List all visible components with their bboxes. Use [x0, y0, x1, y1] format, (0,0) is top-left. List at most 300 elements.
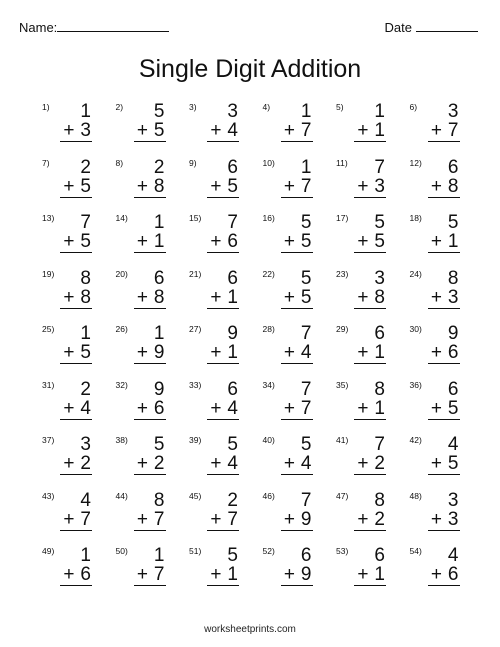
- second-addend-row: [60, 232, 92, 253]
- plus-sign: +: [283, 508, 295, 530]
- problem-number: 12): [409, 157, 422, 168]
- second-addend: 9: [300, 508, 312, 530]
- addition-problem: [281, 435, 313, 475]
- problem-number: 6): [409, 102, 418, 112]
- problem-number: 47): [336, 490, 349, 501]
- addition-problem: [134, 269, 166, 309]
- addition-problem: [428, 546, 460, 586]
- second-addend: 4: [300, 342, 312, 363]
- problem-item: [32, 322, 102, 372]
- problem-number: 2): [115, 102, 124, 112]
- addition-problem: [354, 435, 386, 475]
- plus-sign: +: [63, 120, 75, 141]
- first-addend: 3: [227, 101, 238, 122]
- problem-number: 35): [336, 379, 349, 390]
- addition-problem: [60, 491, 92, 531]
- problem-item: [326, 544, 396, 594]
- second-addend-row: [60, 399, 92, 420]
- problem-item: [400, 322, 470, 372]
- second-addend: 1: [374, 120, 385, 141]
- plus-sign: +: [210, 175, 222, 197]
- plus-sign: +: [283, 175, 295, 197]
- first-addend: 1: [80, 545, 91, 566]
- problem-number: 17): [336, 213, 349, 223]
- plus-sign: +: [357, 175, 369, 197]
- addition-problem: [207, 380, 239, 420]
- plus-sign: +: [136, 453, 148, 474]
- plus-sign: +: [210, 231, 222, 252]
- problem-item: [400, 156, 470, 206]
- problem-number: 51): [189, 546, 202, 556]
- second-addend: 5: [227, 175, 238, 197]
- problem-item: [400, 267, 470, 317]
- problem-item: [253, 156, 323, 206]
- problem-number: 13): [42, 213, 55, 223]
- second-addend: 3: [80, 120, 91, 141]
- plus-sign: +: [357, 453, 369, 474]
- problem-item: [179, 100, 249, 150]
- second-addend-row: [207, 565, 239, 586]
- plus-sign: +: [210, 564, 222, 585]
- first-addend: 1: [153, 545, 165, 566]
- second-addend: 3: [447, 286, 459, 308]
- second-addend: 5: [300, 286, 312, 308]
- second-addend: 5: [300, 231, 312, 252]
- first-addend: 1: [300, 101, 312, 122]
- first-addend: 6: [227, 267, 238, 289]
- addition-problem: [281, 380, 313, 420]
- first-addend: 1: [80, 101, 91, 122]
- first-addend: 5: [227, 434, 238, 455]
- addition-problem: [354, 269, 386, 309]
- addition-problem: [134, 380, 166, 420]
- problem-number: 25): [42, 324, 55, 334]
- second-addend-row: [60, 121, 92, 142]
- second-addend: 5: [80, 175, 91, 197]
- first-addend: 6: [227, 378, 238, 400]
- problem-item: [253, 322, 323, 372]
- addition-problem: [281, 324, 313, 364]
- problem-item: [400, 378, 470, 428]
- second-addend-row: [428, 177, 460, 198]
- second-addend-row: [134, 288, 166, 309]
- first-addend: 3: [80, 434, 91, 455]
- second-addend-row: [134, 343, 166, 364]
- second-addend-row: [428, 121, 460, 142]
- problem-number: 14): [115, 213, 128, 223]
- second-addend: 5: [447, 397, 459, 419]
- addition-problem: [428, 213, 460, 253]
- plus-sign: +: [136, 286, 148, 308]
- second-addend-row: [281, 121, 313, 142]
- problem-number: 36): [409, 379, 422, 390]
- plus-sign: +: [136, 342, 148, 363]
- second-addend: 7: [300, 175, 312, 197]
- plus-sign: +: [430, 175, 442, 197]
- second-addend: 1: [153, 231, 165, 252]
- second-addend-row: [354, 565, 386, 586]
- addition-problem: [207, 158, 239, 198]
- problem-item: [32, 433, 102, 483]
- problem-number: 24): [409, 268, 422, 279]
- addition-problem: [207, 546, 239, 586]
- plus-sign: +: [63, 175, 75, 197]
- problem-item: [400, 489, 470, 539]
- problem-number: 30): [409, 324, 422, 334]
- second-addend: 3: [374, 175, 385, 197]
- second-addend: 3: [447, 508, 459, 530]
- addition-problem: [134, 324, 166, 364]
- name-label: Name:: [19, 20, 58, 35]
- first-addend: 1: [374, 101, 385, 122]
- second-addend: 1: [447, 231, 459, 252]
- problem-number: 32): [115, 379, 128, 390]
- footer-source: worksheetprints.com: [204, 624, 296, 635]
- addition-problem: [428, 435, 460, 475]
- second-addend: 4: [227, 397, 238, 419]
- plus-sign: +: [430, 120, 442, 141]
- addition-problem: [281, 158, 313, 198]
- first-addend: 5: [153, 434, 165, 455]
- problem-number: 38): [115, 435, 128, 445]
- first-addend: 5: [447, 212, 459, 233]
- problem-item: [32, 378, 102, 428]
- addition-problem: [60, 269, 92, 309]
- first-addend: 6: [374, 545, 385, 566]
- first-addend: 9: [153, 378, 165, 400]
- problem-number: 34): [262, 379, 275, 390]
- problem-number: 37): [42, 435, 55, 445]
- second-addend: 6: [447, 342, 459, 363]
- second-addend: 1: [227, 286, 238, 308]
- addition-problem: [281, 546, 313, 586]
- date-blank-line[interactable]: [416, 19, 478, 32]
- second-addend: 7: [153, 508, 165, 530]
- problem-number: 39): [189, 435, 202, 445]
- plus-sign: +: [210, 286, 222, 308]
- plus-sign: +: [357, 508, 369, 530]
- addition-problem: [281, 213, 313, 253]
- problem-item: [326, 211, 396, 261]
- second-addend-row: [354, 510, 386, 531]
- problem-item: [253, 378, 323, 428]
- addition-problem: [207, 324, 239, 364]
- second-addend-row: [354, 121, 386, 142]
- addition-problem: [281, 102, 313, 142]
- second-addend: 5: [153, 120, 165, 141]
- first-addend: 4: [80, 489, 91, 511]
- second-addend: 7: [300, 397, 312, 419]
- plus-sign: +: [357, 231, 369, 252]
- problem-number: 1): [42, 102, 50, 112]
- second-addend: 5: [447, 453, 459, 474]
- problem-number: 40): [262, 435, 275, 445]
- problem-number: 5): [336, 102, 344, 112]
- addition-problem: [134, 435, 166, 475]
- plus-sign: +: [430, 508, 442, 530]
- second-addend: 4: [227, 120, 238, 141]
- first-addend: 6: [447, 378, 459, 400]
- addition-problem: [354, 213, 386, 253]
- first-addend: 7: [300, 323, 312, 344]
- second-addend: 6: [80, 564, 91, 585]
- problem-item: [106, 489, 176, 539]
- second-addend: 1: [374, 342, 385, 363]
- plus-sign: +: [210, 342, 222, 363]
- second-addend-row: [428, 232, 460, 253]
- addition-problem: [281, 269, 313, 309]
- name-field[interactable]: [19, 19, 169, 36]
- second-addend: 7: [153, 564, 165, 585]
- problem-number: 26): [115, 324, 128, 334]
- second-addend-row: [134, 399, 166, 420]
- second-addend-row: [60, 177, 92, 198]
- plus-sign: +: [283, 120, 295, 141]
- addition-problem: [354, 491, 386, 531]
- second-addend-row: [60, 343, 92, 364]
- problem-item: [106, 322, 176, 372]
- plus-sign: +: [430, 231, 442, 252]
- first-addend: 8: [447, 267, 459, 289]
- second-addend: 2: [80, 453, 91, 474]
- second-addend: 1: [374, 397, 385, 419]
- second-addend: 7: [447, 120, 459, 141]
- first-addend: 5: [227, 545, 238, 566]
- plus-sign: +: [357, 342, 369, 363]
- problem-grid: [32, 100, 472, 595]
- problem-item: [32, 100, 102, 150]
- plus-sign: +: [63, 231, 75, 252]
- plus-sign: +: [63, 508, 75, 530]
- second-addend-row: [281, 343, 313, 364]
- problem-number: 11): [336, 157, 348, 168]
- first-addend: 5: [300, 212, 312, 233]
- plus-sign: +: [283, 453, 295, 474]
- first-addend: 8: [153, 489, 165, 511]
- second-addend: 1: [374, 564, 385, 585]
- plus-sign: +: [430, 397, 442, 419]
- problem-item: [179, 322, 249, 372]
- second-addend-row: [281, 565, 313, 586]
- first-addend: 2: [80, 378, 91, 400]
- problem-number: 15): [189, 213, 202, 223]
- problem-item: [253, 100, 323, 150]
- second-addend-row: [134, 454, 166, 475]
- first-addend: 7: [300, 378, 312, 400]
- problem-number: 10): [262, 157, 275, 168]
- addition-problem: [134, 158, 166, 198]
- problem-item: [179, 211, 249, 261]
- addition-problem: [60, 102, 92, 142]
- problem-item: [106, 544, 176, 594]
- addition-problem: [207, 102, 239, 142]
- addition-problem: [60, 546, 92, 586]
- first-addend: 9: [227, 323, 238, 344]
- addition-problem: [60, 158, 92, 198]
- addition-problem: [428, 324, 460, 364]
- problem-item: [106, 267, 176, 317]
- second-addend-row: [134, 177, 166, 198]
- problem-item: [106, 433, 176, 483]
- addition-problem: [428, 102, 460, 142]
- plus-sign: +: [63, 564, 75, 585]
- first-addend: 8: [80, 267, 91, 289]
- plus-sign: +: [357, 564, 369, 585]
- first-addend: 1: [80, 323, 91, 344]
- addition-problem: [60, 380, 92, 420]
- plus-sign: +: [357, 397, 369, 419]
- plus-sign: +: [136, 231, 148, 252]
- first-addend: 5: [300, 267, 312, 289]
- second-addend-row: [207, 177, 239, 198]
- problem-number: 49): [42, 546, 55, 556]
- second-addend-row: [428, 510, 460, 531]
- second-addend: 2: [374, 508, 385, 530]
- second-addend-row: [207, 288, 239, 309]
- plus-sign: +: [136, 397, 148, 419]
- first-addend: 1: [300, 156, 312, 178]
- second-addend-row: [354, 454, 386, 475]
- problem-number: 53): [336, 546, 349, 556]
- second-addend: 6: [447, 564, 459, 585]
- problem-item: [179, 489, 249, 539]
- first-addend: 3: [374, 267, 385, 289]
- plus-sign: +: [357, 120, 369, 141]
- second-addend: 5: [374, 231, 385, 252]
- addition-problem: [134, 546, 166, 586]
- date-label: Date: [384, 20, 412, 35]
- second-addend-row: [281, 288, 313, 309]
- problem-item: [253, 489, 323, 539]
- plus-sign: +: [136, 508, 148, 530]
- second-addend-row: [354, 343, 386, 364]
- second-addend-row: [281, 454, 313, 475]
- problem-item: [32, 544, 102, 594]
- second-addend-row: [354, 288, 386, 309]
- problem-item: [179, 156, 249, 206]
- problem-number: 3): [189, 102, 197, 112]
- second-addend-row: [60, 454, 92, 475]
- plus-sign: +: [63, 286, 75, 308]
- problem-number: 54): [409, 546, 422, 556]
- second-addend: 4: [227, 453, 238, 474]
- problem-number: 22): [262, 268, 275, 279]
- addition-problem: [354, 324, 386, 364]
- problem-number: 7): [42, 157, 50, 168]
- plus-sign: +: [210, 397, 222, 419]
- first-addend: 8: [374, 489, 385, 511]
- second-addend-row: [428, 399, 460, 420]
- first-addend: 3: [447, 489, 459, 511]
- addition-problem: [354, 102, 386, 142]
- addition-problem: [134, 213, 166, 253]
- second-addend: 8: [374, 286, 385, 308]
- problem-item: [326, 433, 396, 483]
- second-addend: 4: [80, 397, 91, 419]
- plus-sign: +: [136, 120, 148, 141]
- problem-item: [179, 433, 249, 483]
- first-addend: 7: [374, 434, 385, 455]
- problem-number: 31): [42, 379, 55, 390]
- problem-number: 44): [115, 490, 128, 501]
- plus-sign: +: [283, 564, 295, 585]
- problem-number: 41): [336, 435, 349, 445]
- plus-sign: +: [136, 175, 148, 197]
- problem-number: 42): [409, 435, 422, 445]
- problem-number: 50): [115, 546, 128, 556]
- name-blank-line[interactable]: [57, 19, 169, 32]
- second-addend: 7: [227, 508, 238, 530]
- plus-sign: +: [210, 120, 222, 141]
- problem-number: 23): [336, 268, 349, 279]
- addition-problem: [354, 546, 386, 586]
- second-addend-row: [354, 177, 386, 198]
- problem-item: [326, 489, 396, 539]
- problem-item: [179, 544, 249, 594]
- addition-problem: [134, 491, 166, 531]
- addition-problem: [428, 380, 460, 420]
- problem-item: [400, 211, 470, 261]
- problem-number: 16): [262, 213, 275, 223]
- plus-sign: +: [136, 564, 148, 585]
- addition-problem: [428, 491, 460, 531]
- plus-sign: +: [357, 286, 369, 308]
- second-addend: 8: [153, 286, 165, 308]
- addition-problem: [281, 491, 313, 531]
- problem-item: [253, 544, 323, 594]
- second-addend-row: [354, 232, 386, 253]
- plus-sign: +: [430, 453, 442, 474]
- first-addend: 1: [153, 323, 165, 344]
- second-addend: 5: [80, 231, 91, 252]
- first-addend: 4: [447, 545, 459, 566]
- second-addend: 8: [153, 175, 165, 197]
- problem-item: [106, 211, 176, 261]
- problem-item: [106, 156, 176, 206]
- second-addend: 9: [300, 564, 312, 585]
- first-addend: 7: [227, 212, 238, 233]
- problem-item: [106, 100, 176, 150]
- addition-problem: [428, 269, 460, 309]
- problem-number: 48): [409, 490, 422, 501]
- problem-number: 18): [409, 213, 422, 223]
- second-addend-row: [428, 288, 460, 309]
- second-addend: 8: [447, 175, 459, 197]
- worksheet-title: Single Digit Addition: [138, 55, 362, 83]
- second-addend: 2: [153, 453, 165, 474]
- first-addend: 7: [300, 489, 312, 511]
- first-addend: 9: [447, 323, 459, 344]
- second-addend-row: [281, 399, 313, 420]
- first-addend: 4: [447, 434, 459, 455]
- second-addend: 6: [153, 397, 165, 419]
- addition-problem: [354, 380, 386, 420]
- problem-item: [326, 267, 396, 317]
- first-addend: 1: [153, 212, 165, 233]
- problem-number: 4): [262, 102, 271, 112]
- second-addend-row: [428, 454, 460, 475]
- second-addend-row: [134, 510, 166, 531]
- second-addend-row: [207, 510, 239, 531]
- problem-number: 19): [42, 268, 55, 279]
- second-addend: 5: [80, 342, 91, 363]
- addition-problem: [60, 435, 92, 475]
- date-field[interactable]: [385, 19, 478, 36]
- plus-sign: +: [283, 342, 295, 363]
- second-addend-row: [428, 343, 460, 364]
- second-addend: 2: [374, 453, 385, 474]
- second-addend-row: [281, 510, 313, 531]
